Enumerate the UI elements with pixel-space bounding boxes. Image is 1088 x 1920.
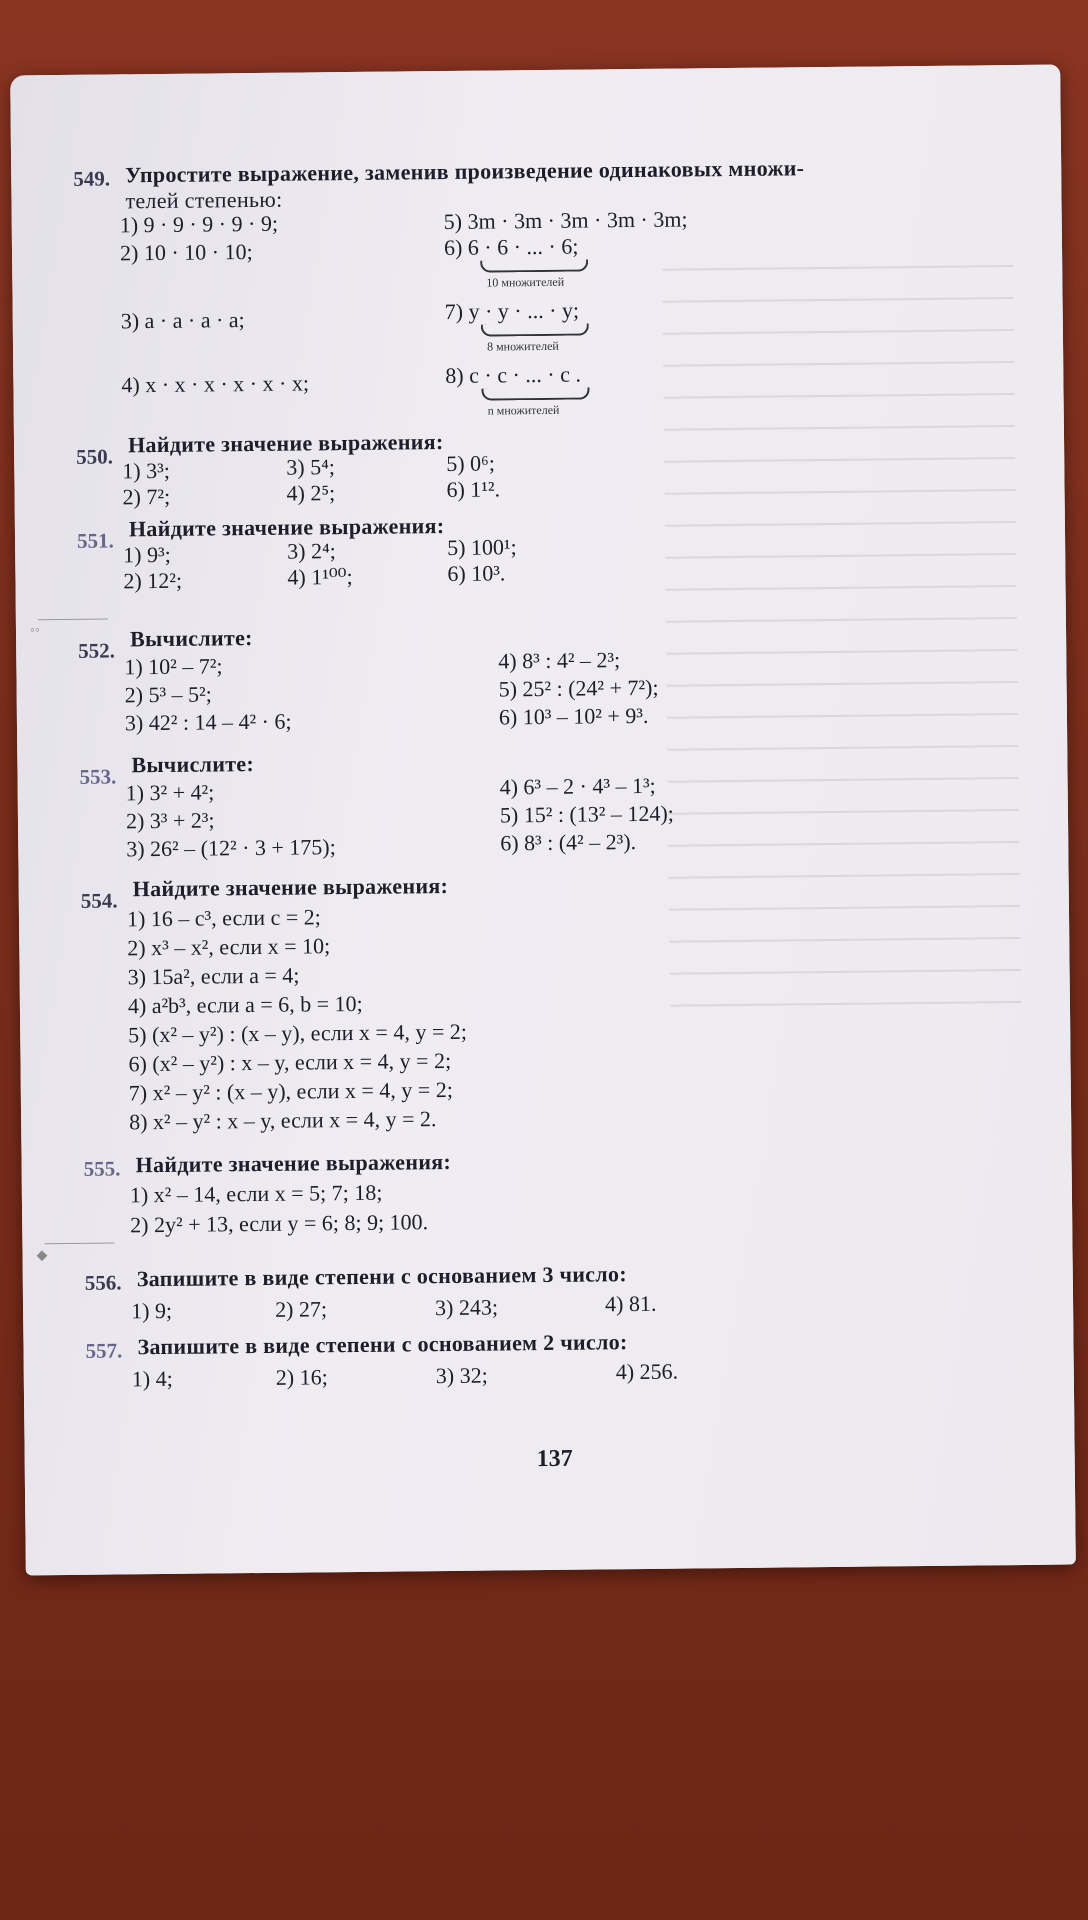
exercise-item: 3) 42² : 14 – 4² · 6; bbox=[124, 708, 292, 736]
exercise-number: 552. bbox=[78, 638, 116, 663]
brace bbox=[480, 259, 588, 272]
exercise-title: Найдите значение выражения: bbox=[135, 1148, 452, 1178]
exercise-title: Запишите в виде степени с основанием 3 число: bbox=[136, 1261, 627, 1292]
exercise-item: 5) 3m · 3m · 3m · 3m · 3m; bbox=[443, 206, 688, 235]
exercise-item: 6) 8³ : (4² – 2³). bbox=[500, 829, 637, 856]
textbook-page bbox=[10, 65, 1076, 1576]
exercise-item: 3) 15a², если a = 4; bbox=[127, 962, 300, 990]
exercise-item: 6) 6 · 6 · ... · 6; bbox=[443, 233, 579, 261]
exercise-item: 4) 6³ – 2 · 4³ – 1³; bbox=[499, 772, 656, 800]
exercise-item: 2) 2y² + 13, если y = 6; 8; 9; 100. bbox=[130, 1209, 429, 1238]
exercise-item: 4) 8³ : 4² – 2³; bbox=[498, 647, 621, 674]
exercise-item: 1) 9³; bbox=[123, 541, 171, 568]
exercise-item: 7) x² – y² : (x – y), если x = 4, y = 2; bbox=[128, 1076, 453, 1106]
exercise-item: 2) 27; bbox=[274, 1296, 328, 1322]
exercise-item: 5) 15² : (13² – 124); bbox=[499, 800, 674, 828]
exercise-title: Найдите значение выражения: bbox=[127, 429, 444, 458]
brace-label: 8 множителей bbox=[486, 338, 559, 354]
exercise-item: 1) 4; bbox=[131, 1365, 173, 1392]
exercise-title: Упростите выражение, заменив произведение одинаковых множи- bbox=[125, 155, 805, 188]
exercise-item: 4) a²b³, если a = 6, b = 10; bbox=[127, 990, 363, 1019]
exercise-item: 1) x² – 14, если x = 5; 7; 18; bbox=[129, 1179, 383, 1208]
exercise-item: 6) 10³ – 10² + 9³. bbox=[498, 702, 649, 730]
exercise-item: 1) 10² – 7²; bbox=[124, 653, 223, 680]
exercise-item: 1) 16 – c³, если c = 2; bbox=[126, 904, 321, 932]
brace bbox=[481, 387, 589, 400]
brace-label: 10 множителей bbox=[486, 274, 565, 290]
exercise-item: 2) 10 · 10 · 10; bbox=[119, 239, 253, 266]
circle-marker-icon: ◦◦ bbox=[29, 623, 41, 639]
exercise-item: 3) 243; bbox=[434, 1294, 499, 1321]
exercise-number: 556. bbox=[84, 1270, 122, 1295]
exercise-number: 550. bbox=[76, 444, 114, 469]
exercise-item: 2) 16; bbox=[275, 1364, 328, 1390]
exercise-title: Вычислите: bbox=[129, 625, 253, 652]
exercise-item: 3) 26² – (12² · 3 + 175); bbox=[126, 834, 336, 862]
exercise-title: Найдите значение выражения: bbox=[132, 872, 449, 902]
exercise-item: 1) 3³; bbox=[122, 457, 170, 484]
exercise-item: 4) 81. bbox=[604, 1290, 657, 1317]
exercise-item: 2) 5³ – 5²; bbox=[124, 681, 212, 708]
exercise-item: 2) x³ – x², если x = 10; bbox=[127, 933, 331, 961]
exercise-item: 4) x · x · x · x · x · x; bbox=[121, 370, 310, 398]
exercise-item: 2) 3³ + 2³; bbox=[125, 807, 215, 834]
exercise-item: 3) 5⁴; bbox=[286, 454, 336, 480]
exercise-title: Запишите в виде степени с основанием 2 число: bbox=[137, 1329, 628, 1360]
exercise-item: 4) 2⁵; bbox=[286, 480, 336, 506]
exercise-item: 2) 7²; bbox=[122, 483, 171, 510]
exercise-number: 551. bbox=[76, 528, 114, 553]
exercise-item: 8) x² – y² : x – y, если x = 4, y = 2. bbox=[129, 1106, 437, 1135]
exercise-number: 557. bbox=[85, 1338, 123, 1363]
exercise-number: 555. bbox=[83, 1156, 121, 1181]
exercise-item: 2) 12²; bbox=[123, 567, 183, 594]
exercise-number: 549. bbox=[73, 166, 111, 191]
exercise-item: 8) c · c · ... · c . bbox=[445, 361, 582, 388]
exercise-item: 5) 0⁶; bbox=[446, 450, 495, 476]
exercise-item: 1) 9 · 9 · 9 · 9 · 9; bbox=[119, 210, 279, 238]
exercise-item: 4) 256. bbox=[615, 1358, 679, 1385]
exercise-item: 1) 9; bbox=[130, 1297, 173, 1324]
exercise-item: 3) 2⁴; bbox=[287, 538, 336, 564]
exercise-item: 4) 1¹⁰⁰; bbox=[287, 563, 353, 590]
exercise-item: 6) 10³. bbox=[447, 560, 506, 586]
page-number: 137 bbox=[536, 1445, 573, 1473]
exercise-number: 553. bbox=[79, 764, 117, 789]
exercise-item: 5) 25² : (24² + 7²); bbox=[498, 674, 659, 702]
brace bbox=[481, 323, 589, 336]
exercise-item: 6) 1¹². bbox=[446, 476, 501, 502]
exercise-title-cont: телей степенью: bbox=[125, 186, 283, 214]
exercise-item: 5) 100¹; bbox=[447, 534, 517, 560]
exercise-item: 6) (x² – y²) : x – y, если x = 4, y = 2; bbox=[128, 1047, 452, 1077]
exercise-item: 3) 32; bbox=[435, 1362, 488, 1389]
brace-label: n множителей bbox=[487, 402, 560, 418]
exercise-item: 5) (x² – y²) : (x – y), если x = 4, y = 2; bbox=[128, 1018, 468, 1048]
exercise-title: Вычислите: bbox=[131, 751, 255, 778]
diamond-marker-icon: ◆ bbox=[36, 1248, 48, 1264]
exercise-number: 554. bbox=[80, 888, 118, 913]
exercise-title: Найдите значение выражения: bbox=[128, 513, 445, 542]
bleed-through-text bbox=[662, 235, 1064, 1399]
exercise-item: 1) 3² + 4²; bbox=[125, 779, 215, 806]
exercise-item: 7) y · y · ... · y; bbox=[444, 297, 580, 325]
exercise-item: 3) a · a · a · a; bbox=[120, 307, 245, 334]
